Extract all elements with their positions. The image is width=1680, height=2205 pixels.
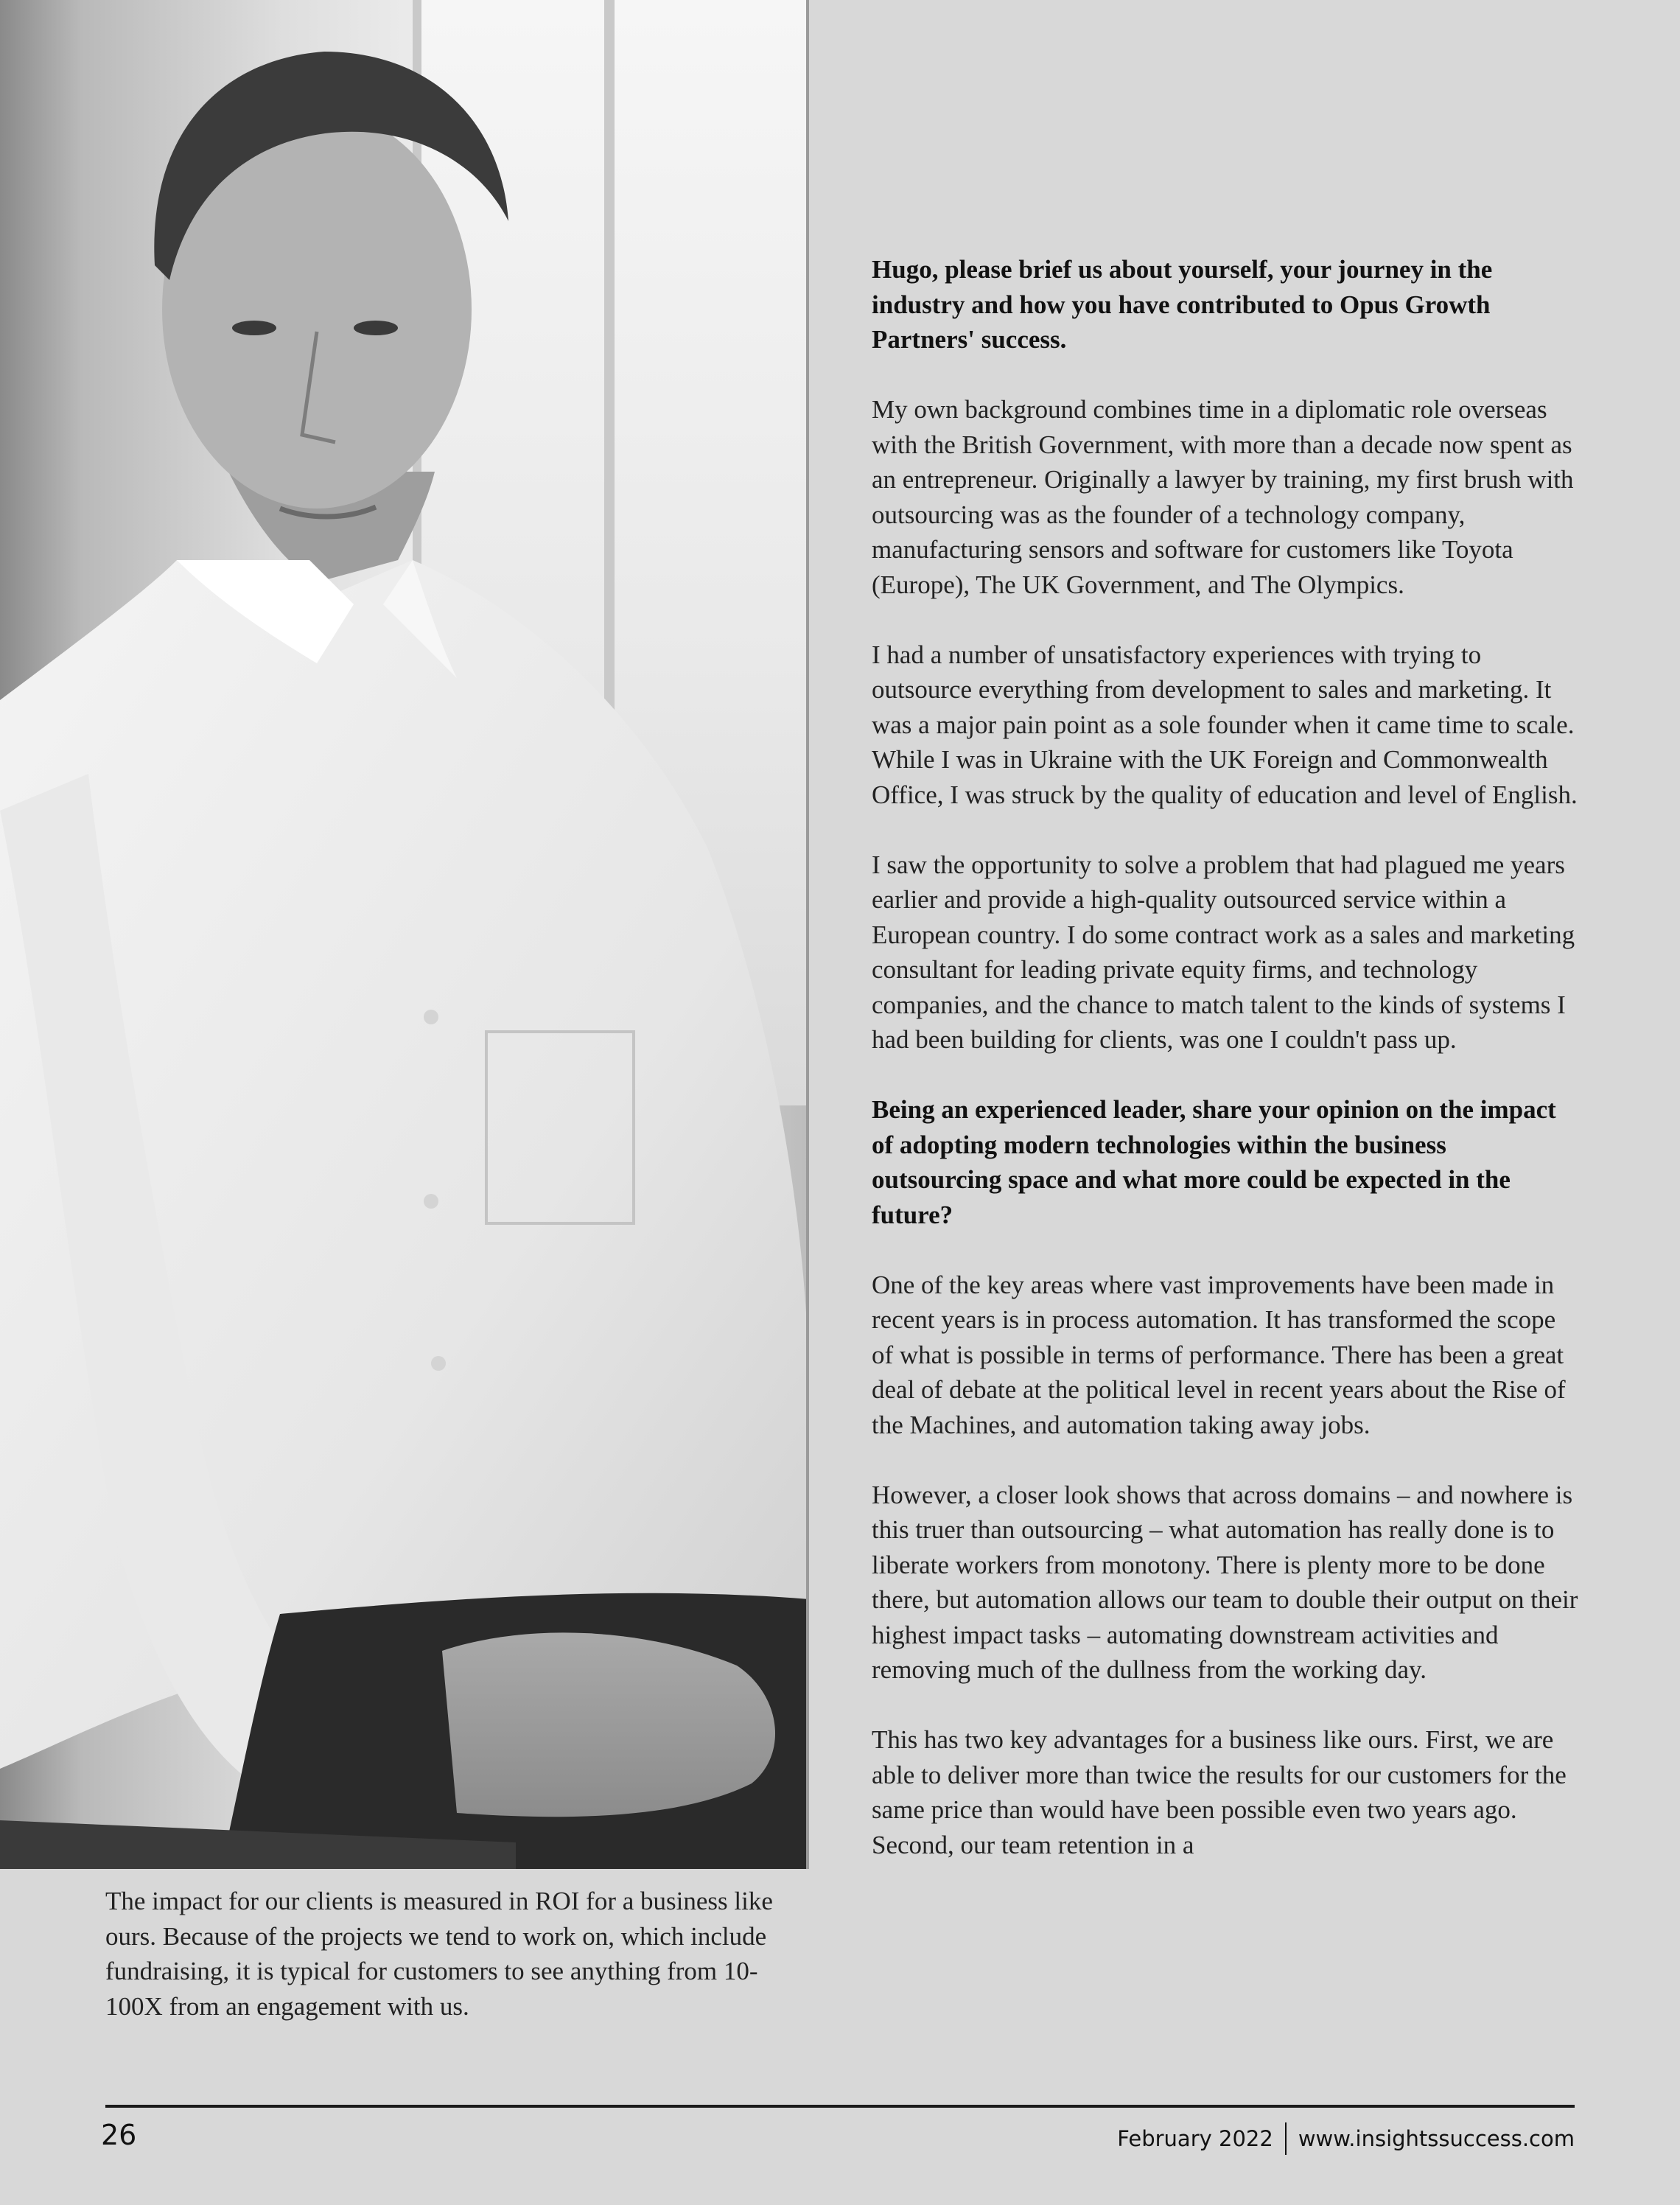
portrait-photo: [0, 0, 809, 1869]
footer-rule: [105, 2105, 1575, 2108]
person-figure: [0, 0, 809, 1869]
answer-paragraph: I saw the opportunity to solve a problem that had plagued me years earlier and provide a high-quality outsourced service within a European country. I do some contract work as a sales and marketing consultant for leading private equity firms, and technology companies, and the chance to match talent to the kinds of systems I had been building for clients, was one I couldn't pass up.: [872, 850, 1575, 1054]
answer-paragraph: One of the key areas where vast improvements have been made in recent years is in process automation. It has transformed the scope of what is possible in terms of performance. There has been a great deal of debate at the political level in recent years about the Rise of the Machines, and automation taking away jobs.: [872, 1270, 1566, 1439]
footer-info: [1117, 2122, 1575, 2155]
answer-paragraph: This has two key advantages for a business like ours. First, we are able to deliver more than twice the results for our customers for the same price than would have been possible even two years ago. Second, our team retention in a: [872, 1725, 1567, 1859]
answer-paragraph: I had a number of unsatisfactory experiences with trying to outsource everything from development to sales and marketing. It was a major pain point as a sole founder when it came time to scale. While I was in Ukraine with the UK Foreign and Commonwealth Office, I was struck by the quality of education and level of English.: [872, 640, 1578, 809]
interview-column: [872, 252, 1579, 1898]
answer-paragraph: However, a closer look shows that across domains – and nowhere is this truer than outsourcing – what automation has really done is to liberate workers from monotony. There is plenty more to be done there, but automation allows our team to double their output on their highest impact tasks – automating downstream activities and removing much of the dullness from the working day.: [872, 1480, 1578, 1684]
website-link[interactable]: www.insightssuccess.com: [1298, 2126, 1575, 2151]
answer-paragraph: My own background combines time in a diplomatic role overseas with the British Government, with more than a decade now spent as an entrepreneur. Originally a lawyer by training, my first brush with outsourcing was as the founder of a technology company, manufacturing sensors and software for customers like Toyota (Europe), The UK Government, and The Olympics.: [872, 395, 1574, 599]
question-paragraph: Being an experienced leader, share your opinion on the impact of adopting modern technologies within the business outsourcing space and what more could be expected in the future?: [872, 1095, 1556, 1229]
page-number: 26: [101, 2119, 137, 2151]
question-paragraph: Hugo, please brief us about yourself, your journey in the industry and how you have contributed to Opus Growth Partners' success.: [872, 255, 1493, 354]
footer-separator: [1285, 2122, 1287, 2155]
left-column-text: The impact for our clients is measured in ROI for a business like ours. Because of the projects we tend to work on, which include fundraising, it is typical for customers to see anything from 10-100X from an engagement with us.: [105, 1887, 773, 2021]
photo-edge: [806, 0, 809, 1869]
issue-date: February 2022: [1117, 2126, 1273, 2151]
